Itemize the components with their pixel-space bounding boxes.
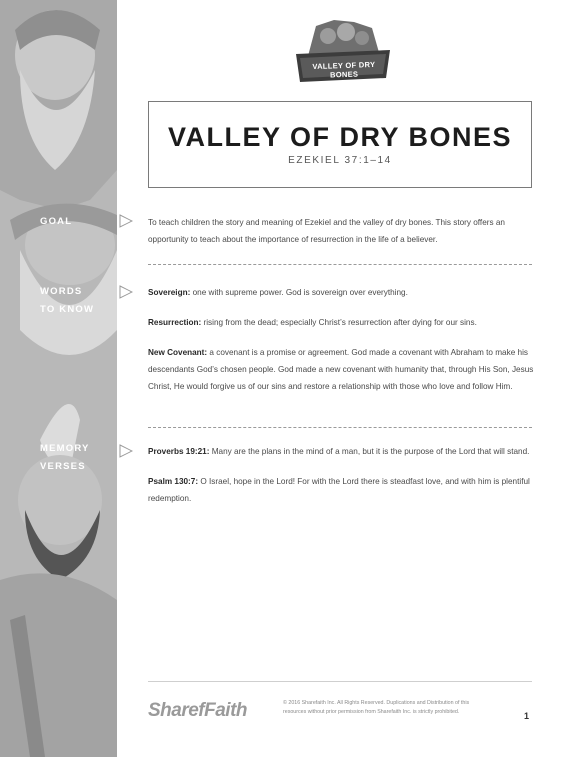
goal-label: GOAL	[40, 216, 73, 227]
divider	[148, 427, 532, 428]
word-item	[148, 284, 534, 301]
page-title: VALLEY OF DRY BONES	[167, 122, 513, 152]
title-box	[148, 101, 532, 188]
goal-text: To teach children the story and meaning of Ezekiel and the valley of dry bones. This story offers an opportunity to teach about the importance of resurrection in the life of a believer.	[148, 218, 505, 244]
sidebar-illustration	[0, 0, 117, 757]
goal-section	[148, 214, 534, 248]
word-definition: one with supreme power. God is sovereign over everything.	[190, 288, 408, 297]
lesson-logo	[294, 16, 392, 88]
memory-arrow-icon	[119, 444, 133, 458]
words-label-line1: WORDS	[40, 286, 83, 297]
word-term: Sovereign:	[148, 288, 191, 297]
verse-reference: Proverbs 19:21:	[148, 447, 210, 456]
word-term: Resurrection:	[148, 318, 202, 327]
word-definition: a covenant is a promise or agreement. God made a covenant with Abraham to make his descendants God’s chosen people. God made a new covenant with humanity that, through His Son, Jesus Christ, He would forgive us of our sins and restore a relationship with those who love and follow Him.	[148, 348, 534, 391]
memory-label-line2: VERSES	[40, 461, 86, 472]
verse-text: O Israel, hope in the Lord! For with the Lord there is steadfast love, and with him is plentiful redemption.	[148, 477, 530, 503]
copyright-notice: © 2016 Sharefaith Inc. All Rights Reserved. Duplications and Distribution of this resources without prior permission from Sharefaith Inc. is strictly prohibited.	[283, 700, 470, 715]
verse-reference: Psalm 130:7:	[148, 477, 199, 486]
word-term: New Covenant:	[148, 348, 208, 357]
word-definition: rising from the dead; especially Christ’s resurrection after dying for our sins.	[201, 318, 477, 327]
page-number: 1	[524, 711, 530, 721]
words-label-line2: TO KNOW	[40, 304, 95, 315]
divider	[148, 264, 532, 265]
word-item	[148, 344, 534, 395]
verses-section	[148, 443, 534, 507]
verse-item	[148, 443, 534, 460]
scripture-reference: EZEKIEL 37:1–14	[288, 155, 392, 166]
sharefaith-logo: SharefFaith	[148, 700, 248, 721]
memory-label-line1: MEMORY	[40, 443, 90, 454]
logo-text: VALLEY OF DRY BONES	[312, 59, 376, 80]
prophet-illustration	[0, 0, 117, 757]
words-section	[148, 284, 534, 395]
words-arrow-icon	[119, 285, 133, 299]
verse-item	[148, 473, 534, 507]
goal-arrow-icon	[119, 214, 133, 228]
word-item	[148, 314, 534, 331]
footer-rule	[148, 681, 532, 682]
verse-text: Many are the plans in the mind of a man, but it is the purpose of the Lord that will stand.	[209, 447, 530, 456]
